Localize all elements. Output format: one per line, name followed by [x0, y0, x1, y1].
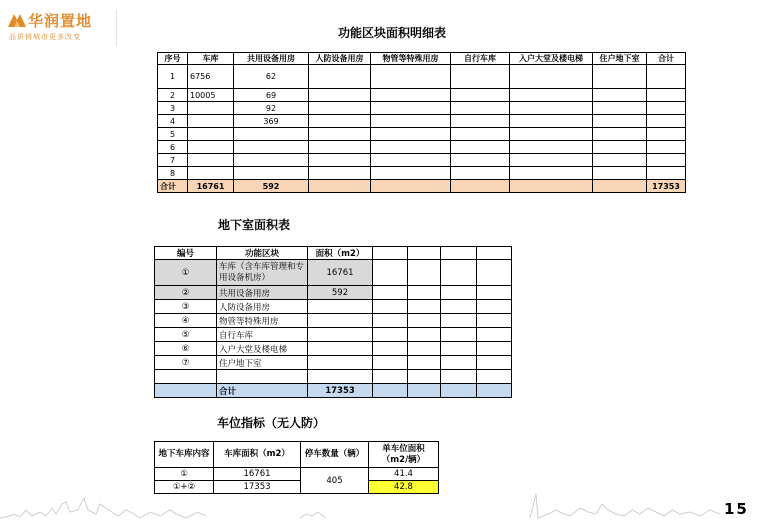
table-cell	[451, 141, 510, 154]
table3-header: 单车位面积（m2/辆）	[369, 442, 439, 468]
total-cell	[441, 384, 477, 398]
table3-title: 车位指标（无人防）	[217, 416, 326, 430]
table-cell	[308, 300, 373, 314]
table-cell	[309, 102, 371, 115]
table-cell	[408, 314, 441, 328]
table-cell: 62	[234, 65, 309, 89]
table-cell	[309, 154, 371, 167]
table-cell	[188, 128, 234, 141]
table-row	[158, 128, 686, 141]
table-cell	[308, 328, 373, 342]
table-cell	[477, 300, 512, 314]
table-cell	[188, 154, 234, 167]
table-cell	[441, 314, 477, 328]
total-cell	[510, 180, 593, 193]
table-cell	[451, 115, 510, 128]
table-cell	[477, 370, 512, 384]
table-cell	[373, 286, 408, 300]
table-cell	[647, 128, 686, 141]
table-cell	[188, 102, 234, 115]
table-cell	[309, 141, 371, 154]
table-row	[158, 154, 686, 167]
table2-header-row	[155, 247, 512, 260]
table-cell	[408, 356, 441, 370]
table-cell	[593, 89, 647, 102]
table3-header-row	[155, 442, 439, 468]
table-cell	[234, 167, 309, 180]
table-row	[155, 328, 512, 342]
table-cell: ①+②	[155, 481, 214, 494]
table-cell: 入户大堂及楼电梯	[217, 342, 308, 356]
table1-header: 人防设备用房	[309, 53, 371, 65]
table-cell	[308, 342, 373, 356]
logo-divider	[116, 10, 117, 46]
highlighted-cell: 42.8	[369, 481, 439, 494]
total-cell	[451, 180, 510, 193]
city-skyline-decoration	[0, 474, 760, 524]
basement-area-table	[154, 246, 512, 398]
table2-header: 面积（m2）	[308, 247, 373, 260]
table-cell	[234, 141, 309, 154]
table-cell: 车库（含车库管理和专用设备机房）	[217, 260, 308, 286]
table-cell	[308, 356, 373, 370]
table1-header: 车库	[188, 53, 234, 65]
table-cell: 369	[234, 115, 309, 128]
table-cell: 1	[158, 65, 188, 89]
table3-header: 地下车库内容	[155, 442, 214, 468]
table-cell: ④	[155, 314, 217, 328]
table-cell	[593, 167, 647, 180]
table-cell	[510, 89, 593, 102]
total-cell	[309, 180, 371, 193]
table1-total-row	[158, 180, 686, 193]
total-cell: 合计	[158, 180, 188, 193]
table1-header: 序号	[158, 53, 188, 65]
table-cell: 41.4	[369, 468, 439, 481]
table-cell	[451, 167, 510, 180]
table-cell	[371, 102, 451, 115]
table-cell	[510, 102, 593, 115]
table-cell: 16761	[214, 468, 301, 481]
table1-header: 合计	[647, 53, 686, 65]
table2-total-row	[155, 384, 512, 398]
table-cell: ③	[155, 300, 217, 314]
table2-header	[477, 247, 512, 260]
table-cell	[155, 370, 217, 384]
table-cell: 92	[234, 102, 309, 115]
table-cell	[647, 102, 686, 115]
table-cell: ①	[155, 260, 217, 286]
table-cell	[408, 370, 441, 384]
table-row	[155, 356, 512, 370]
table2-header	[408, 247, 441, 260]
table-cell: 物管等特殊用房	[217, 314, 308, 328]
table-cell	[477, 314, 512, 328]
table-cell	[593, 154, 647, 167]
table-cell	[593, 102, 647, 115]
table-cell	[408, 342, 441, 356]
company-logo	[8, 8, 118, 48]
table-cell	[441, 342, 477, 356]
table-cell	[647, 89, 686, 102]
table-cell: 2	[158, 89, 188, 102]
table-cell	[451, 89, 510, 102]
table-cell	[477, 356, 512, 370]
table-cell	[477, 286, 512, 300]
table-row	[158, 89, 686, 102]
table-cell	[441, 260, 477, 286]
table-cell	[373, 260, 408, 286]
table-cell	[373, 328, 408, 342]
table-cell	[371, 89, 451, 102]
table3-header: 车库面积（m2）	[214, 442, 301, 468]
table-cell	[373, 370, 408, 384]
table-cell	[408, 328, 441, 342]
table-cell	[510, 128, 593, 141]
total-cell: 16761	[188, 180, 234, 193]
total-cell: 合计	[217, 384, 308, 398]
table-cell: 16761	[308, 260, 373, 286]
table-cell	[371, 167, 451, 180]
table-cell	[188, 141, 234, 154]
table-cell	[234, 128, 309, 141]
table2-header: 编号	[155, 247, 217, 260]
table-cell	[308, 370, 373, 384]
table-cell: 10005	[188, 89, 234, 102]
table-cell	[371, 65, 451, 89]
table-cell	[234, 154, 309, 167]
table-cell	[441, 286, 477, 300]
table1-header-row	[158, 53, 686, 65]
table-cell	[510, 115, 593, 128]
table2-header	[441, 247, 477, 260]
table-cell	[408, 286, 441, 300]
table-row	[155, 370, 512, 384]
table-cell	[371, 128, 451, 141]
table-cell: 人防设备用房	[217, 300, 308, 314]
table-cell	[373, 342, 408, 356]
table-cell: ⑦	[155, 356, 217, 370]
page-number: 15	[724, 500, 749, 518]
table-row	[155, 260, 512, 286]
table1-header: 物管等特殊用房	[371, 53, 451, 65]
table-cell	[441, 370, 477, 384]
table-cell	[309, 167, 371, 180]
table-cell	[309, 115, 371, 128]
table-cell: 共用设备用房	[217, 286, 308, 300]
total-cell: 17353	[647, 180, 686, 193]
table-row	[155, 300, 512, 314]
table3-header: 停车数量（辆）	[301, 442, 369, 468]
table-cell: 592	[308, 286, 373, 300]
table-cell	[188, 167, 234, 180]
total-cell	[371, 180, 451, 193]
table-cell	[371, 115, 451, 128]
table-cell: 8	[158, 167, 188, 180]
table-cell: 3	[158, 102, 188, 115]
table1-header: 入户大堂及楼电梯	[510, 53, 593, 65]
table-cell	[593, 141, 647, 154]
logo-name: 华润置地	[28, 12, 93, 30]
table-row	[155, 342, 512, 356]
parking-count-cell: 405	[301, 468, 369, 494]
table-cell	[593, 128, 647, 141]
table-cell	[510, 167, 593, 180]
table-cell	[593, 115, 647, 128]
table-cell: 住户地下室	[217, 356, 308, 370]
table-cell: 6	[158, 141, 188, 154]
table-cell	[309, 128, 371, 141]
table-cell	[188, 115, 234, 128]
table1-title: 功能区块面积明细表	[338, 26, 447, 40]
table1-header: 共用设备用房	[234, 53, 309, 65]
logo-mark-icon	[8, 11, 26, 27]
table1-header: 自行车库	[451, 53, 510, 65]
total-cell: 592	[234, 180, 309, 193]
table-cell: 6756	[188, 65, 234, 89]
table-cell: ⑤	[155, 328, 217, 342]
table-cell: 69	[234, 89, 309, 102]
table-cell	[647, 167, 686, 180]
table1-header: 住户地下室	[593, 53, 647, 65]
table-cell	[477, 328, 512, 342]
table-cell: 5	[158, 128, 188, 141]
table-row	[155, 314, 512, 328]
table-row	[158, 102, 686, 115]
table-cell	[309, 65, 371, 89]
table-cell: ①	[155, 468, 214, 481]
table-cell	[408, 260, 441, 286]
table2-title: 地下室面积表	[218, 218, 291, 232]
table-cell	[647, 115, 686, 128]
table-cell	[371, 154, 451, 167]
table-cell	[309, 89, 371, 102]
table-cell	[451, 128, 510, 141]
table-cell	[441, 328, 477, 342]
table-cell	[477, 260, 512, 286]
table-cell	[371, 141, 451, 154]
table-cell	[451, 102, 510, 115]
table-cell	[647, 65, 686, 89]
total-cell	[593, 180, 647, 193]
table-row	[158, 141, 686, 154]
table-cell: 17353	[214, 481, 301, 494]
table-cell	[593, 65, 647, 89]
table-cell	[451, 65, 510, 89]
table-cell	[510, 154, 593, 167]
table-cell	[510, 141, 593, 154]
table-cell	[373, 314, 408, 328]
total-cell	[477, 384, 512, 398]
total-cell	[408, 384, 441, 398]
total-cell	[373, 384, 408, 398]
table-cell: 7	[158, 154, 188, 167]
table-cell: 自行车库	[217, 328, 308, 342]
logo-slogan: 品质铸城市更多改变	[9, 33, 81, 41]
table-cell	[217, 370, 308, 384]
table-cell	[451, 154, 510, 167]
table-cell: ②	[155, 286, 217, 300]
table-cell	[441, 300, 477, 314]
table-cell	[647, 141, 686, 154]
table2-header: 功能区块	[217, 247, 308, 260]
table-cell	[477, 342, 512, 356]
table-row	[155, 286, 512, 300]
total-cell: 17353	[308, 384, 373, 398]
table-row	[158, 167, 686, 180]
table-row	[158, 115, 686, 128]
table-cell	[441, 356, 477, 370]
table-cell: 4	[158, 115, 188, 128]
table-cell	[308, 314, 373, 328]
table-cell	[408, 300, 441, 314]
table-row	[158, 65, 686, 89]
total-cell	[155, 384, 217, 398]
table-cell	[373, 300, 408, 314]
table-cell	[510, 65, 593, 89]
table-cell: ⑥	[155, 342, 217, 356]
table2-header	[373, 247, 408, 260]
function-area-detail-table	[157, 52, 686, 193]
table-cell	[373, 356, 408, 370]
table-cell	[647, 154, 686, 167]
